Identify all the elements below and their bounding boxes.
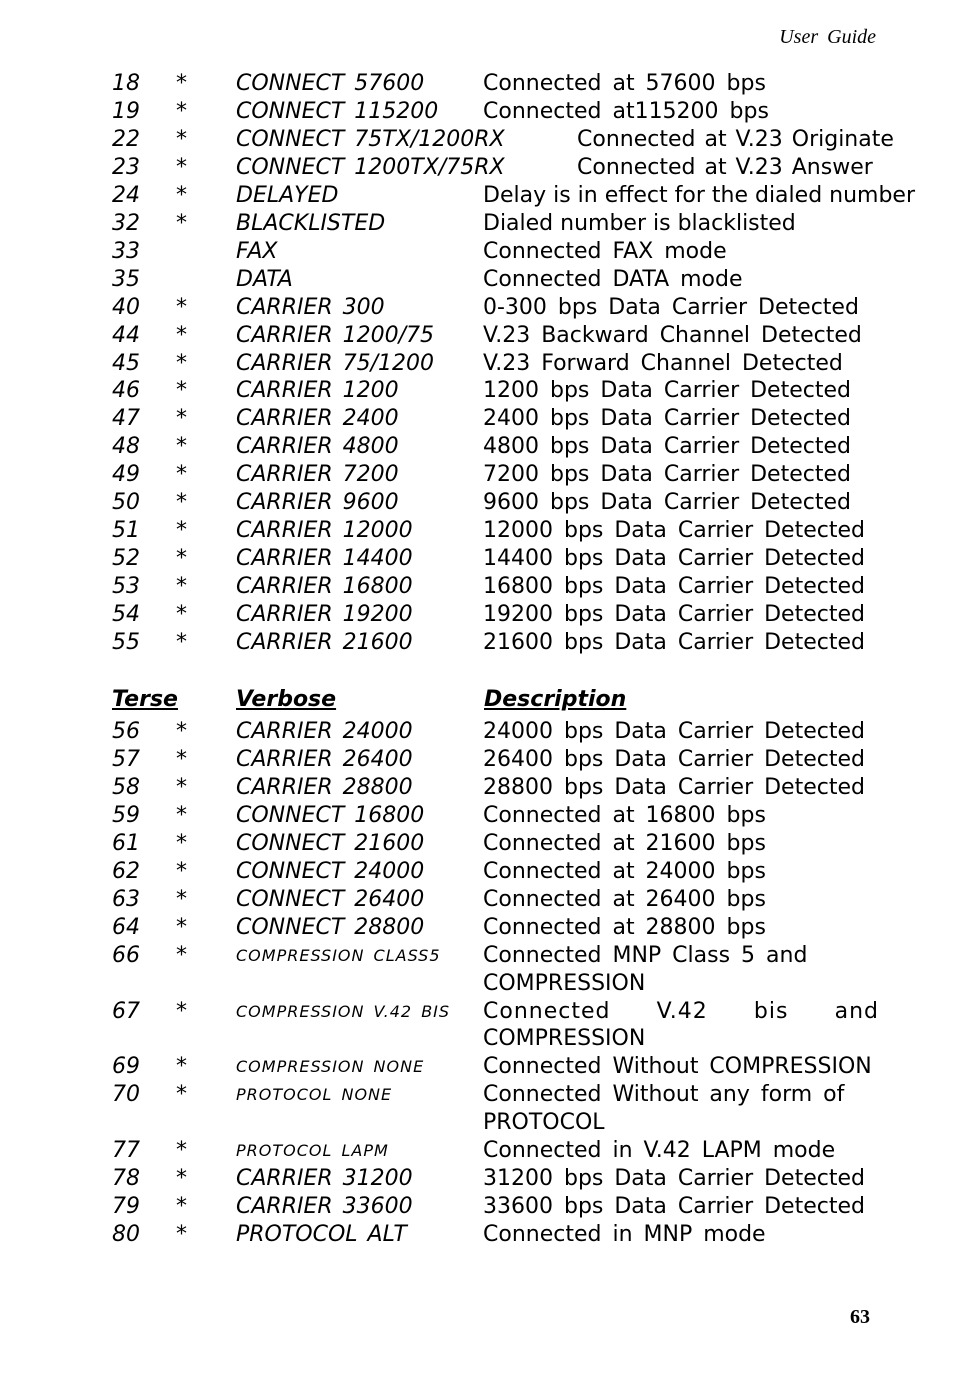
description: Connected at 57600 bps [483,71,766,96]
verbose-message: CARRIER 9600 [236,490,399,516]
description: Connected at V.23 Answer [577,154,873,180]
description: Connected at115200 bps [483,98,769,124]
asterisk-marker: * [176,350,187,376]
terse-code: 66 [112,942,140,968]
table-row [0,266,954,294]
asterisk-marker: * [176,1194,187,1220]
table-row [0,350,954,378]
asterisk-marker: * [176,719,187,744]
table-row [0,629,954,657]
terse-code: 18 [112,71,140,96]
terse-code: 69 [112,1054,140,1080]
description: 26400 bps Data Carrier Detected [483,746,865,772]
verbose-message: CARRIER 33600 [236,1194,413,1220]
description: Connected FAX mode [483,238,727,264]
asterisk-marker: * [176,830,187,856]
verbose-message: CARRIER 19200 [236,602,413,628]
description: 21600 bps Data Carrier Detected [483,630,865,655]
asterisk-marker: * [176,378,187,404]
table-row [0,377,954,405]
verbose-message: CARRIER 16800 [236,574,413,600]
verbose-message: CARRIER 31200 [236,1166,413,1192]
asterisk-marker: * [176,630,187,655]
terse-code: 80 [112,1222,140,1248]
description-continuation: COMPRESSION [483,970,646,996]
description-word: Connected [483,998,611,1024]
terse-code: 50 [112,490,140,516]
terse-code: 47 [112,406,140,432]
table-row [0,489,954,517]
terse-code: 35 [112,266,140,292]
description: 14400 bps Data Carrier Detected [483,546,865,572]
verbose-message: PROTOCOL LAPM [236,1141,389,1161]
table-row [0,830,954,858]
description: 7200 bps Data Carrier Detected [483,462,851,488]
terse-code: 59 [112,802,140,828]
terse-code: 49 [112,462,140,488]
asterisk-marker: * [176,406,187,432]
page-number: 63 [850,1306,870,1328]
terse-code: 53 [112,574,140,600]
asterisk-marker: * [176,546,187,572]
description: Connected at 24000 bps [483,858,766,884]
asterisk-marker: * [176,886,187,912]
asterisk-marker: * [176,1222,187,1248]
description: Connected at 26400 bps [483,886,766,912]
table-row [0,573,954,601]
description: Connected MNP Class 5 and [483,942,808,968]
asterisk-marker: * [176,574,187,600]
table-row [0,517,954,545]
table-row [0,70,954,98]
description: Connected at 21600 bps [483,830,766,856]
terse-code: 64 [112,914,140,940]
terse-code: 78 [112,1166,140,1192]
description [483,998,879,1026]
terse-code: 57 [112,746,140,772]
table-row-continuation [0,1109,954,1137]
verbose-message: CARRIER 300 [236,294,385,320]
verbose-message: CARRIER 28800 [236,774,413,800]
verbose-message: CARRIER 26400 [236,746,413,772]
verbose-message: CONNECT 75TX/1200RX [236,126,505,152]
asterisk-marker: * [176,1082,187,1108]
description: Connected in V.42 LAPM mode [483,1138,836,1164]
table-row [0,98,954,126]
description: Connected at 16800 bps [483,802,766,828]
description-word: bis [753,998,789,1024]
description: V.23 Forward Channel Detected [483,350,843,376]
verbose-message: CONNECT 57600 [236,71,425,96]
description: Connected Without COMPRESSION [483,1054,872,1080]
description: 0-300 bps Data Carrier Detected [483,294,859,320]
description: 33600 bps Data Carrier Detected [483,1194,865,1220]
table-row [0,433,954,461]
description-continuation: COMPRESSION [483,1026,646,1052]
asterisk-marker: * [176,914,187,940]
table-row [0,1193,954,1221]
table-row-continuation [0,970,954,998]
description: 2400 bps Data Carrier Detected [483,406,851,432]
table-row [0,1081,954,1109]
column-header-terse: Terse [112,687,178,712]
table-row [0,886,954,914]
verbose-message: CARRIER 75/1200 [236,350,435,376]
terse-code: 67 [112,998,140,1024]
description-word: and [834,998,879,1024]
asterisk-marker: * [176,126,187,152]
description: Dialed number is blacklisted [483,210,796,236]
table-row [0,942,954,970]
verbose-message: CARRIER 7200 [236,462,399,488]
table-row [0,718,954,746]
asterisk-marker: * [176,746,187,772]
table-row [0,858,954,886]
verbose-message: CONNECT 115200 [236,98,439,124]
verbose-message: CONNECT 21600 [236,830,425,856]
table-row-continuation [0,1025,954,1053]
description: Connected at V.23 Originate [577,126,894,152]
verbose-message: DELAYED [236,182,339,208]
verbose-message: CONNECT 26400 [236,886,425,912]
terse-code: 70 [112,1082,140,1108]
table-row [0,154,954,182]
table-row [0,1221,954,1249]
terse-code: 54 [112,602,140,628]
description: 19200 bps Data Carrier Detected [483,602,865,628]
verbose-message: FAX [236,238,278,264]
verbose-message: CARRIER 2400 [236,406,399,432]
terse-code: 45 [112,350,140,376]
verbose-message: PROTOCOL NONE [236,1085,393,1105]
column-header-verbose: Verbose [236,687,337,712]
verbose-message: CONNECT 24000 [236,858,425,884]
terse-code: 63 [112,886,140,912]
asterisk-marker: * [176,1054,187,1080]
verbose-message: CARRIER 14400 [236,546,413,572]
asterisk-marker: * [176,182,187,208]
terse-code: 79 [112,1194,140,1220]
description: V.23 Backward Channel Detected [483,322,862,348]
table-row [0,914,954,942]
asterisk-marker: * [176,858,187,884]
description: Connected at 28800 bps [483,914,766,940]
description-word: V.42 [656,998,708,1024]
verbose-message: CONNECT 28800 [236,914,425,940]
description: Connected in MNP mode [483,1222,766,1248]
verbose-message: CONNECT 16800 [236,802,425,828]
verbose-message: COMPRESSION V.42 BIS [236,1001,451,1021]
description: Connected DATA mode [483,266,743,292]
table-row [0,238,954,266]
asterisk-marker: * [176,490,187,516]
description: 16800 bps Data Carrier Detected [483,574,865,600]
asterisk-marker: * [176,98,187,124]
asterisk-marker: * [176,294,187,320]
asterisk-marker: * [176,1138,187,1164]
terse-code: 19 [112,98,140,124]
table-row [0,802,954,830]
table-row [0,998,954,1026]
asterisk-marker: * [176,210,187,236]
asterisk-marker: * [176,462,187,488]
terse-code: 23 [112,154,140,180]
verbose-message: CARRIER 4800 [236,434,399,460]
verbose-message: CARRIER 1200/75 [236,322,435,348]
asterisk-marker: * [176,602,187,628]
terse-code: 62 [112,858,140,884]
asterisk-marker: * [176,434,187,460]
table-row [0,405,954,433]
table-row [0,294,954,322]
table-row [0,210,954,238]
description: 4800 bps Data Carrier Detected [483,434,851,460]
description-continuation: PROTOCOL [483,1110,605,1136]
table-row [0,601,954,629]
column-header-description: Description [484,687,627,712]
table-row [0,461,954,489]
description: 12000 bps Data Carrier Detected [483,518,865,544]
terse-code: 32 [112,210,140,236]
terse-code: 46 [112,378,140,404]
terse-code: 61 [112,830,140,856]
terse-code: 22 [112,126,140,152]
terse-code: 58 [112,774,140,800]
verbose-message: COMPRESSION NONE [236,1057,425,1077]
terse-code: 33 [112,238,140,264]
description: 28800 bps Data Carrier Detected [483,774,865,800]
table-row [0,1053,954,1081]
verbose-message: COMPRESSION CLASS5 [236,945,441,965]
asterisk-marker: * [176,154,187,180]
verbose-message: CARRIER 12000 [236,518,413,544]
table-row [0,545,954,573]
description: Connected Without any form of [483,1082,845,1108]
terse-code: 55 [112,630,140,655]
running-header: User Guide [779,26,876,48]
description: 24000 bps Data Carrier Detected [483,719,865,744]
asterisk-marker: * [176,71,187,96]
table-row [0,1165,954,1193]
description: 9600 bps Data Carrier Detected [483,490,851,516]
asterisk-marker: * [176,802,187,828]
terse-code: 44 [112,322,140,348]
terse-code: 56 [112,719,140,744]
verbose-message: PROTOCOL ALT [236,1222,407,1248]
asterisk-marker: * [176,518,187,544]
asterisk-marker: * [176,322,187,348]
verbose-message: CONNECT 1200TX/75RX [236,154,505,180]
table-row [0,126,954,154]
table-row [0,182,954,210]
terse-code: 40 [112,294,140,320]
verbose-message: CARRIER 21600 [236,630,413,655]
description: Delay is in effect for the dialed number [483,182,916,208]
asterisk-marker: * [176,942,187,968]
description: 1200 bps Data Carrier Detected [483,378,851,404]
asterisk-marker: * [176,1166,187,1192]
terse-code: 77 [112,1138,140,1164]
asterisk-marker: * [176,998,187,1024]
verbose-message: CARRIER 24000 [236,719,413,744]
terse-code: 24 [112,182,140,208]
verbose-message: DATA [236,266,293,292]
terse-code: 48 [112,434,140,460]
terse-code: 52 [112,546,140,572]
description: 31200 bps Data Carrier Detected [483,1166,865,1192]
table-row [0,322,954,350]
table-row [0,774,954,802]
table-row [0,746,954,774]
terse-code: 51 [112,518,140,544]
verbose-message: BLACKLISTED [236,210,386,236]
table-row [0,1137,954,1165]
verbose-message: CARRIER 1200 [236,378,399,404]
asterisk-marker: * [176,774,187,800]
